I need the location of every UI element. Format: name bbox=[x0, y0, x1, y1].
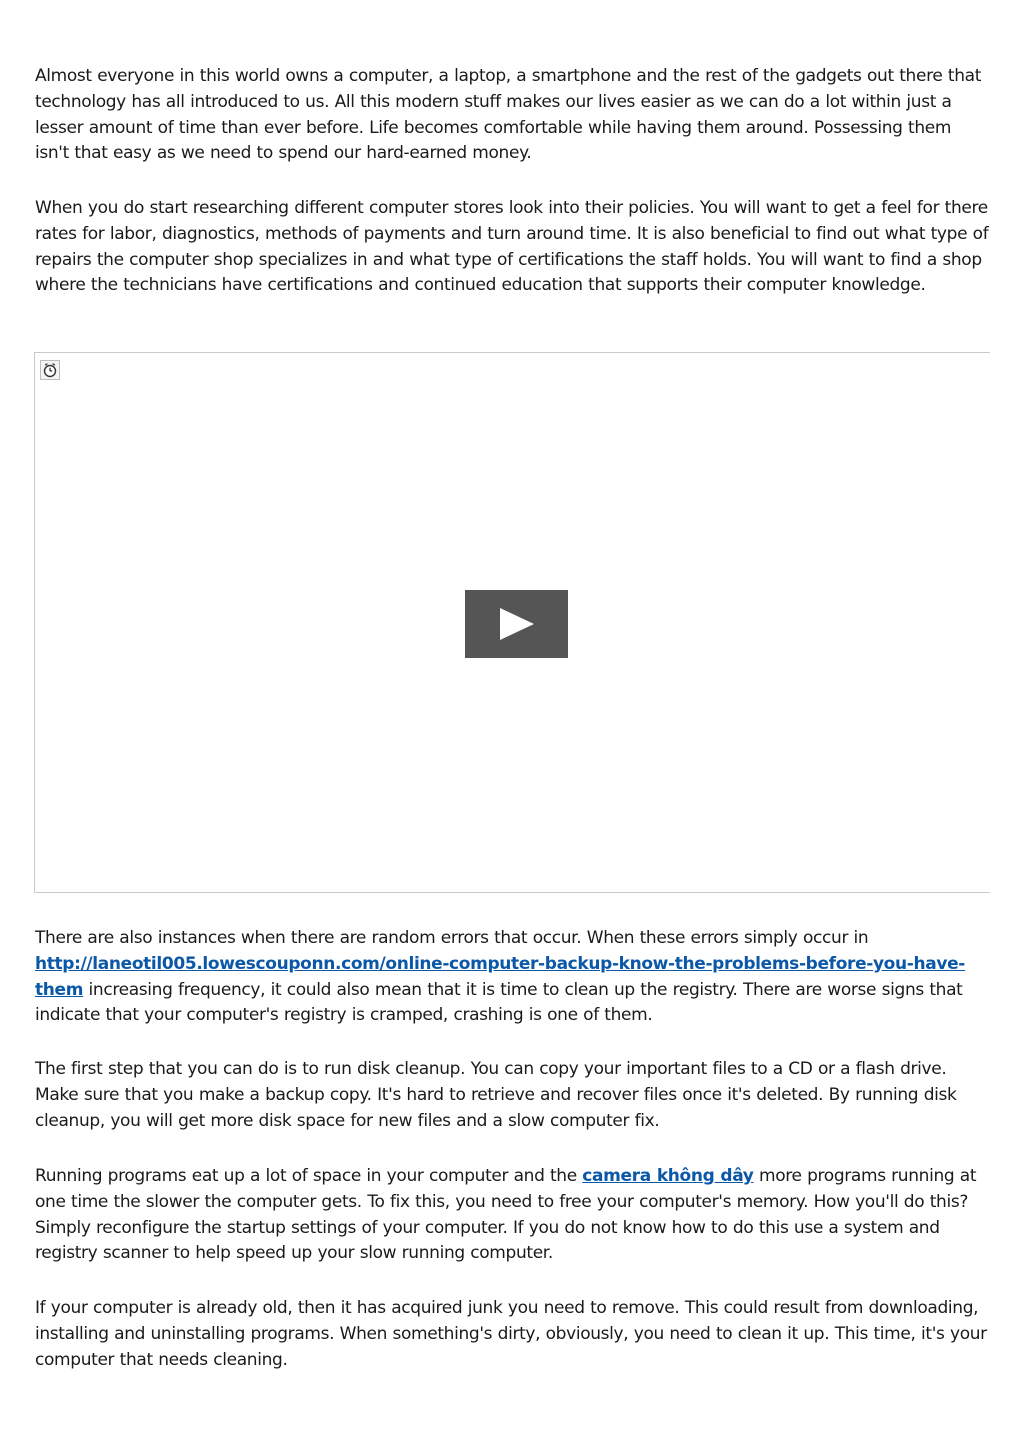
clock-icon bbox=[40, 360, 60, 380]
paragraph-2: When you do start researching different computer stores look into their policies. You will want to get a feel for there rates for labor, diagnostics, methods of payments and turn around time. It is also beneficial to find out what type of repairs the computer shop specializes in and what type of certifications the staff holds. You will want to find a shop where the technicians have certifications and continued education that supports their computer knowledge. bbox=[35, 198, 989, 296]
play-icon bbox=[500, 608, 534, 640]
paragraph-5-text-end: more programs running at one time the slower the computer gets. To fix this, you need to free your computer's memory. How you'll do this? Simply reconfigure the startup settings of your computer. If you do not know how to do this use a system and registry scanner to help speed up your slow running computer. bbox=[35, 1166, 977, 1264]
paragraph-4: The first step that you can do is to run disk cleanup. You can copy your important files to a CD or a flash drive. Make sure that you make a backup copy. It's hard to retrieve and recover files once it's deleted. By running disk cleanup, you will get more disk space for new files and a slow computer fix. bbox=[35, 1059, 957, 1131]
paragraph-6: If your computer is already old, then it has acquired junk you need to remove. This could result from downloading, installing and uninstalling programs. When something's dirty, obviously, you need to clean it up. This time, it's your computer that needs cleaning. bbox=[35, 1298, 987, 1370]
paragraph-3-text-start: There are also instances when there are random errors that occur. When these errors simply occur in bbox=[35, 928, 869, 948]
paragraph-1: Almost everyone in this world owns a computer, a laptop, a smartphone and the rest of the gadgets out there that technology has all introduced to us. All this modern stuff makes our lives easier as we can do a lot within just a lesser amount of time than ever before. Life becomes comfortable while having them around. Possessing them isn't that easy as we need to spend our hard-earned money. bbox=[35, 66, 982, 164]
backup-article-link[interactable]: http://laneotil005.lowescouponn.com/online-computer-backup-know-the-problems-before-you-have-them bbox=[35, 953, 965, 1000]
paragraph-3 bbox=[35, 926, 990, 1029]
paragraph-5-text-start: Running programs eat up a lot of space in your computer and the bbox=[35, 1166, 583, 1186]
paragraph-3-text-end: increasing frequency, it could also mean that it is time to clean up the registry. There are worse signs that indicate that your computer's registry is cramped, crashing is one of them. bbox=[35, 979, 963, 1026]
video-embed[interactable] bbox=[34, 352, 990, 893]
video-play-button[interactable] bbox=[465, 590, 568, 658]
paragraph-5 bbox=[35, 1164, 990, 1267]
camera-khong-day-link[interactable]: camera không dây bbox=[582, 1166, 754, 1186]
